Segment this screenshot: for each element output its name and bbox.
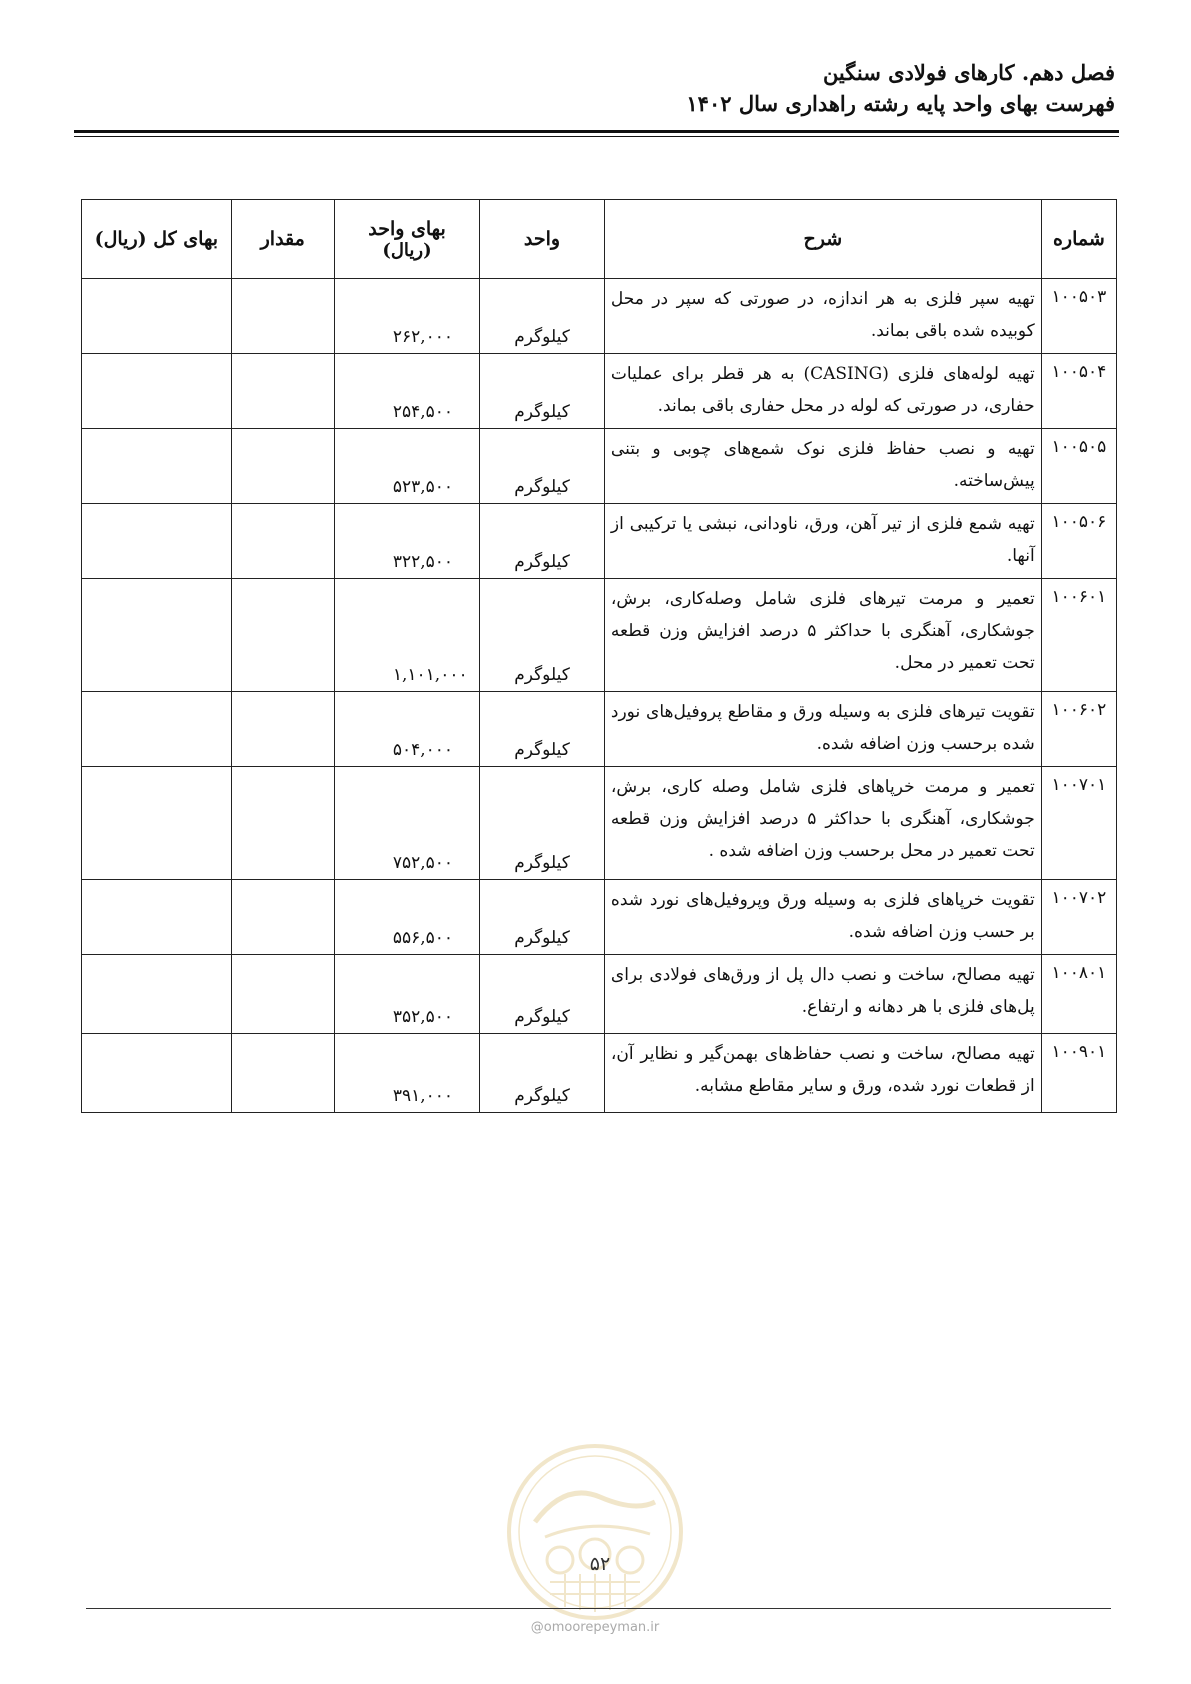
item-unit-price: ۳۹۱,۰۰۰ [334, 1034, 479, 1113]
site-watermark: @omoorepeyman.ir [530, 1620, 660, 1635]
item-description: تقویت تیرهای فلزی به وسیله ورق و مقاطع پروفیل‌های نورد شده برحسب وزن اضافه شده. [604, 692, 1041, 767]
item-number: ۱۰۰۵۰۴ [1041, 354, 1116, 429]
item-number: ۱۰۰۵۰۳ [1041, 279, 1116, 354]
chapter-title: فصل دهم. کارهای فولادی سنگین [822, 60, 1115, 85]
column-header-unit: واحد [480, 200, 605, 279]
table-row [82, 429, 1117, 504]
header-rule-thin [74, 136, 1119, 137]
table-row [82, 880, 1117, 955]
item-quantity [231, 429, 334, 504]
list-title: فهرست بهای واحد پایه رشته راهداری سال ۱۴۰۲ [686, 91, 1115, 116]
item-number: ۱۰۰۶۰۱ [1041, 579, 1116, 692]
item-total [82, 579, 232, 692]
item-total [82, 692, 232, 767]
page-number: ۵۲ [589, 1553, 611, 1575]
item-quantity [231, 354, 334, 429]
item-number: ۱۰۰۷۰۲ [1041, 880, 1116, 955]
footer-rule [86, 1608, 1111, 1609]
page-header [75, 58, 1115, 120]
item-unit-price: ۲۵۴,۵۰۰ [334, 354, 479, 429]
item-unit-price: ۵۲۳,۵۰۰ [334, 429, 479, 504]
item-number: ۱۰۰۶۰۲ [1041, 692, 1116, 767]
item-unit: کیلوگرم [480, 354, 605, 429]
item-total [82, 767, 232, 880]
unit-price-currency: (ریال) [382, 239, 432, 261]
item-total [82, 504, 232, 579]
column-header-description: شرح [604, 200, 1041, 279]
item-quantity [231, 1034, 334, 1113]
table-row [82, 1034, 1117, 1113]
item-description: تعمیر و مرمت تیرهای فلزی شامل وصله‌کاری، برش، جوشکاری، آهنگری با حداکثر ۵ درصد افزایش وزن قطعه تحت تعمیر در محل. [604, 579, 1041, 692]
table-row [82, 504, 1117, 579]
item-quantity [231, 767, 334, 880]
column-header-number: شماره [1041, 200, 1116, 279]
item-total [82, 279, 232, 354]
item-description: تهیه شمع فلزی از تیر آهن، ورق، ناودانی، نبشی یا ترکیبی از آنها. [604, 504, 1041, 579]
column-header-unit-price [334, 200, 479, 279]
table-row [82, 579, 1117, 692]
item-description: تقویت خرپاهای فلزی به وسیله ورق وپروفیل‌های نورد شده بر حسب وزن اضافه شده. [604, 880, 1041, 955]
item-unit: کیلوگرم [480, 880, 605, 955]
item-quantity [231, 579, 334, 692]
table-row [82, 692, 1117, 767]
item-quantity [231, 279, 334, 354]
item-description: تهیه لوله‌های فلزی (CASING) به هر قطر برای عملیات حفاری، در صورتی که لوله در محل حفاری باقی بماند. [604, 354, 1041, 429]
item-description: تهیه سپر فلزی به هر اندازه، در صورتی که سپر در محل کوبیده شده باقی بماند. [604, 279, 1041, 354]
item-unit-price: ۷۵۲,۵۰۰ [334, 767, 479, 880]
item-number: ۱۰۰۹۰۱ [1041, 1034, 1116, 1113]
item-description: تعمیر و مرمت خرپاهای فلزی شامل وصله کاری، برش، جوشکاری، آهنگری با حداکثر ۵ درصد افزایش وزن قطعه تحت تعمیر در محل برحسب وزن اضافه شده . [604, 767, 1041, 880]
item-total [82, 429, 232, 504]
item-number: ۱۰۰۸۰۱ [1041, 955, 1116, 1034]
table-row [82, 955, 1117, 1034]
item-total [82, 955, 232, 1034]
item-total [82, 354, 232, 429]
item-unit: کیلوگرم [480, 279, 605, 354]
watermark-logo [505, 1442, 685, 1622]
table-row [82, 279, 1117, 354]
unit-price-label: بهای واحد [368, 217, 446, 240]
item-quantity [231, 692, 334, 767]
item-unit-price: ۵۰۴,۰۰۰ [334, 692, 479, 767]
item-quantity [231, 880, 334, 955]
item-unit-price: ۳۵۲,۵۰۰ [334, 955, 479, 1034]
item-description: تهیه مصالح، ساخت و نصب حفاظ‌های بهمن‌گیر و نظایر آن، از قطعات نورد شده، ورق و سایر مقاطع مشابه. [604, 1034, 1041, 1113]
item-total [82, 1034, 232, 1113]
item-number: ۱۰۰۵۰۶ [1041, 504, 1116, 579]
item-number: ۱۰۰۵۰۵ [1041, 429, 1116, 504]
item-unit-price: ۲۶۲,۰۰۰ [334, 279, 479, 354]
item-unit: کیلوگرم [480, 429, 605, 504]
item-unit: کیلوگرم [480, 1034, 605, 1113]
item-unit: کیلوگرم [480, 504, 605, 579]
item-unit: کیلوگرم [480, 767, 605, 880]
column-header-quantity: مقدار [231, 200, 334, 279]
item-description: تهیه مصالح، ساخت و نصب دال پل از ورق‌های فولادی برای پل‌های فلزی با هر دهانه و ارتفاع. [604, 955, 1041, 1034]
price-table [81, 199, 1117, 1113]
table-row [82, 767, 1117, 880]
item-unit: کیلوگرم [480, 692, 605, 767]
table-header-row [82, 200, 1117, 279]
item-unit-price: ۱,۱۰۱,۰۰۰ [334, 579, 479, 692]
item-quantity [231, 955, 334, 1034]
item-description: تهیه و نصب حفاظ فلزی نوک شمع‌های چوبی و بتنی پیش‌ساخته. [604, 429, 1041, 504]
item-quantity [231, 504, 334, 579]
item-unit-price: ۳۲۲,۵۰۰ [334, 504, 479, 579]
header-rule-thick [74, 130, 1119, 133]
item-total [82, 880, 232, 955]
item-unit: کیلوگرم [480, 579, 605, 692]
item-number: ۱۰۰۷۰۱ [1041, 767, 1116, 880]
item-unit: کیلوگرم [480, 955, 605, 1034]
table-row [82, 354, 1117, 429]
column-header-total: بهای کل (ریال) [82, 200, 232, 279]
item-unit-price: ۵۵۶,۵۰۰ [334, 880, 479, 955]
